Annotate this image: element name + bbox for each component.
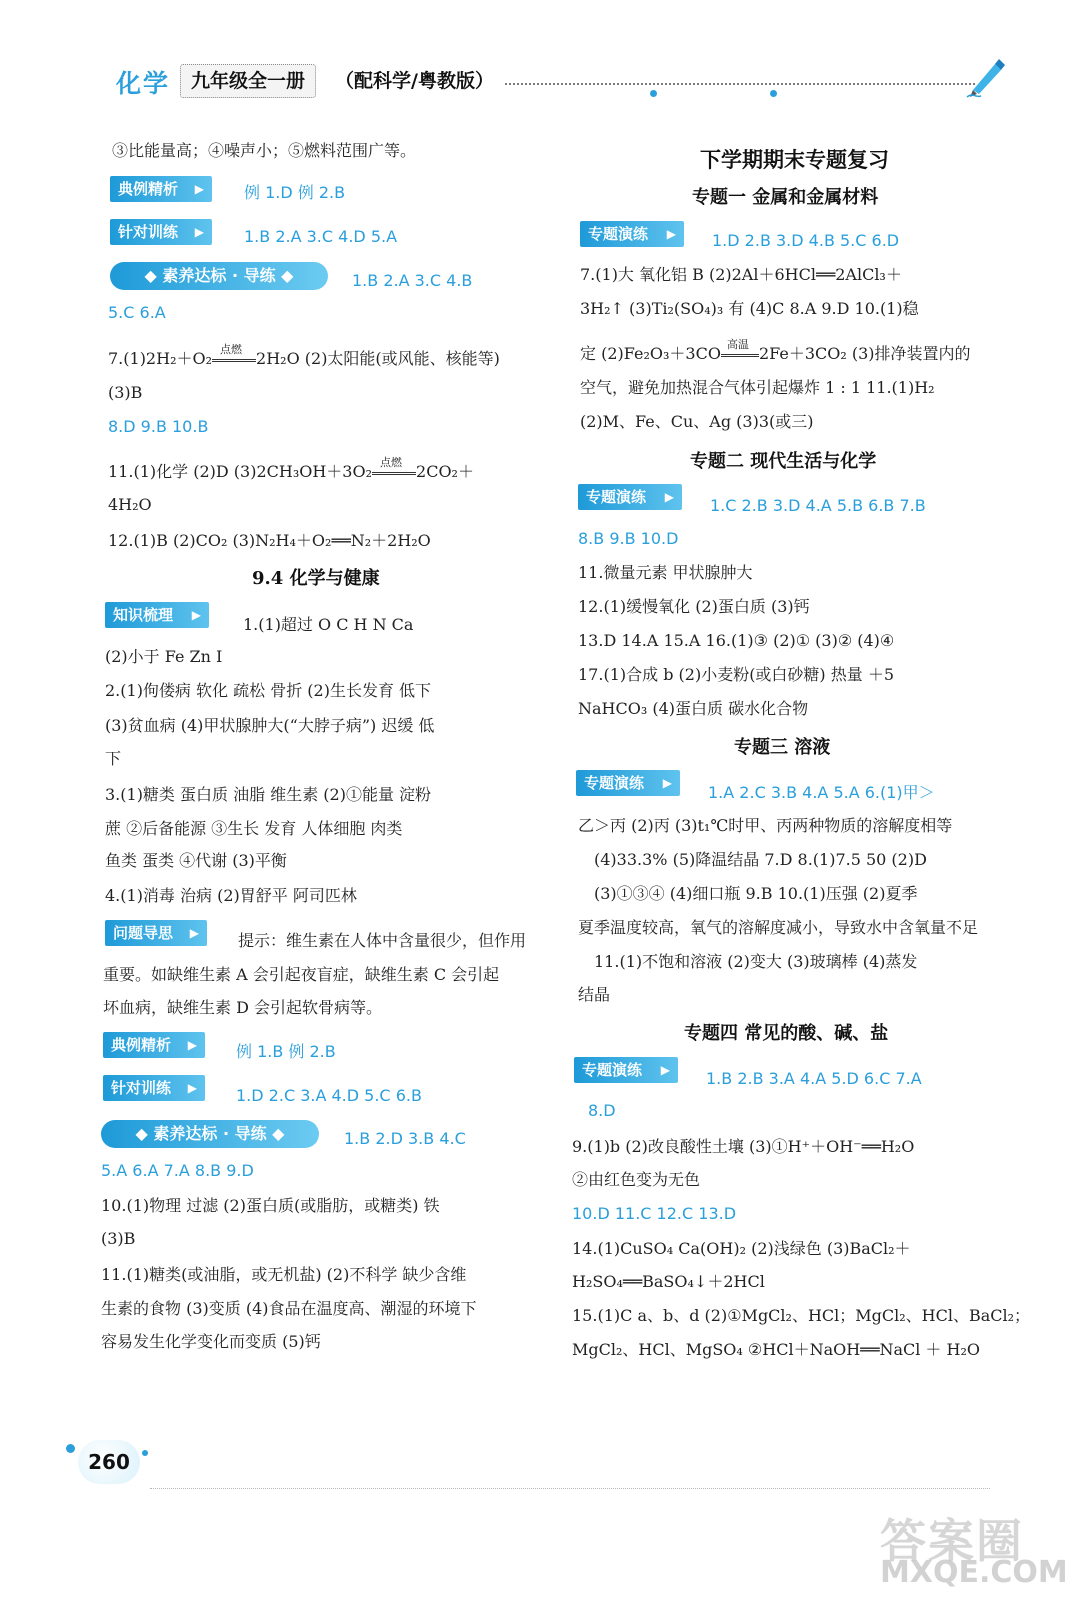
tag-label: 典例精析 xyxy=(111,1036,172,1054)
answer-line: ②由红色变为无色 xyxy=(572,1170,701,1189)
answer-line: 8.B 9.B 10.D xyxy=(578,529,679,548)
section-tag-topic-practice xyxy=(580,221,684,247)
tag-label: 专题演练 xyxy=(582,1061,643,1079)
answer-line: 生素的食物 (3)变质 (4)食品在温度高、潮湿的环境下 xyxy=(101,1299,477,1318)
section-tag-topic-practice xyxy=(578,484,682,510)
answer-line: 1.B 2.B 3.A 4.A 5.D 6.C 7.A xyxy=(706,1069,922,1088)
answer-line: 4.(1)消毒 治病 (2)胃舒平 阿司匹林 xyxy=(105,886,357,905)
equation-part: 2Fe＋3CO₂ (3)排净装置内的 xyxy=(758,344,971,363)
header-dotted-rule xyxy=(505,83,975,85)
answer-line: 2.(1)佝偻病 软化 疏松 骨折 (2)生长发育 低下 xyxy=(105,681,432,700)
section-tag-guided-thinking xyxy=(105,920,207,946)
answer-line: 1.(1)超过 O C H N Ca xyxy=(243,615,414,634)
topic-title-2: 专题二 现代生活与化学 xyxy=(690,451,877,472)
edition-label: （配科学/粤教版） xyxy=(335,70,494,92)
answer-line: 乙＞丙 (2)丙 (3)t₁℃时甲、丙两种物质的溶解度相等 xyxy=(578,816,953,835)
header-dot xyxy=(650,90,657,97)
answer-line: 1.D 2.B 3.D 4.B 5.C 6.D xyxy=(712,231,900,250)
answer-line: 11.(1)糖类(或油脂，或无机盐) (2)不科学 缺少含维 xyxy=(101,1265,467,1284)
answer-line: 3.(1)糖类 蛋白质 油脂 维生素 (2)①能量 淀粉 xyxy=(105,785,432,804)
answer-line: 10.(1)物理 过滤 (2)蛋白质(或脂肪，或糖类) 铁 xyxy=(101,1196,440,1215)
answer-line: 例 1.B 例 2.B xyxy=(236,1042,336,1061)
equation-part: 2H₂O (2)太阳能(或风能、核能等) xyxy=(256,349,500,368)
triangle-right-icon: ▶ xyxy=(187,1081,197,1095)
reaction-arrow xyxy=(212,343,256,362)
answer-line: 8.D xyxy=(588,1101,616,1120)
equation-part: 定 (2)Fe₂O₃＋3CO xyxy=(580,344,721,363)
answer-line: 容易发生化学变化而变质 (5)钙 xyxy=(101,1332,321,1351)
answer-line: 1.B 2.A 3.C 4.D 5.A xyxy=(244,227,398,246)
tag-label: 问题导思 xyxy=(113,924,174,942)
triangle-right-icon: ▶ xyxy=(662,776,672,790)
answer-line: 9.(1)b (2)改良酸性土壤 (3)①H⁺＋OH⁻══H₂O xyxy=(572,1137,915,1156)
section-tag-example-analysis xyxy=(110,176,212,202)
footer-dotted-rule xyxy=(150,1488,990,1489)
topic-title-3: 专题三 溶液 xyxy=(734,737,831,758)
answer-line: 重要。如缺维生素 A 会引起夜盲症，缺维生素 C 会引起 xyxy=(103,965,500,984)
section-tag-targeted-practice xyxy=(110,219,212,245)
answer-line: 11.微量元素 甲状腺肿大 xyxy=(578,563,753,582)
reaction-arrow xyxy=(372,456,416,475)
answer-line: 下 xyxy=(105,749,122,768)
answer-line: 10.D 11.C 12.C 13.D xyxy=(572,1204,737,1223)
answer-line: 例 1.D 例 2.B xyxy=(244,183,346,202)
triangle-right-icon: ▶ xyxy=(187,1038,197,1052)
answer-line: 5.C 6.A xyxy=(108,303,166,322)
answer-line: 11.(1)不饱和溶液 (2)变大 (3)玻璃棒 (4)蒸发 xyxy=(594,952,918,971)
section-tag-topic-practice xyxy=(574,1057,678,1083)
section-tag-topic-practice xyxy=(576,770,680,796)
answer-line: 8.D 9.B 10.B xyxy=(108,417,209,436)
tag-label: 专题演练 xyxy=(586,488,647,506)
answer-line: (2)M、Fe、Cu、Ag (3)3(或三) xyxy=(580,412,814,431)
topic-title-1: 专题一 金属和金属材料 xyxy=(692,187,879,208)
reaction-condition: 点燃 xyxy=(220,343,243,356)
section-title-9-4: 9.4 化学与健康 xyxy=(252,568,380,589)
reaction-condition: 点燃 xyxy=(380,456,403,469)
answer-line: (4)33.3% (5)降温结晶 7.D 8.(1)7.5 50 (2)D xyxy=(594,850,927,869)
equation-part: 7.(1)2H₂＋O₂ xyxy=(108,349,213,368)
answer-line: (3)B xyxy=(101,1229,136,1248)
answer-line: 17.(1)合成 b (2)小麦粉(或白砂糖) 热量 ＋5 xyxy=(578,665,895,684)
answer-line: 4H₂O xyxy=(108,495,152,514)
tag-label: 针对训练 xyxy=(111,1079,172,1097)
pen-icon xyxy=(965,54,1005,98)
triangle-right-icon: ▶ xyxy=(664,490,674,504)
equation-line xyxy=(108,343,500,372)
answer-line: 12.(1)缓慢氧化 (2)蛋白质 (3)钙 xyxy=(578,597,810,616)
equation-part: 11.(1)化学 (2)D (3)2CH₃OH＋3O₂ xyxy=(108,462,373,481)
section-tag-example-analysis xyxy=(103,1032,205,1058)
answer-line: (3)B xyxy=(108,383,143,402)
answer-line: (2)小于 Fe Zn I xyxy=(105,647,223,666)
answer-line: MgCl₂、HCl、MgSO₄ ②HCl＋NaOH══NaCl ＋ H₂O xyxy=(572,1340,981,1359)
equation-line xyxy=(580,338,971,367)
tag-label: 知识梳理 xyxy=(113,606,174,624)
watermark-url: MXQE.COM xyxy=(880,1555,1068,1590)
answer-line: 12.(1)B (2)CO₂ (3)N₂H₄＋O₂══N₂＋2H₂O xyxy=(108,531,431,550)
answer-line: 1.C 2.B 3.D 4.A 5.B 6.B 7.B xyxy=(710,496,926,515)
triangle-right-icon: ▶ xyxy=(191,608,201,622)
section-pill-literacy: ◆ 素养达标 · 导练 ◆ xyxy=(101,1120,319,1148)
tag-label: 典例精析 xyxy=(118,180,179,198)
tag-label: 专题演练 xyxy=(584,774,645,792)
triangle-right-icon: ▶ xyxy=(194,182,204,196)
watermark-logo: 答案圈 xyxy=(880,1514,1024,1568)
answer-line: 1.B 2.A 3.C 4.B xyxy=(352,271,473,290)
subject-label: 化学 xyxy=(116,69,171,98)
tag-label: 针对训练 xyxy=(118,223,179,241)
reaction-condition: 高温 xyxy=(726,338,749,351)
equation-part: 2CO₂＋ xyxy=(416,462,474,481)
topic-title-4: 专题四 常见的酸、碱、盐 xyxy=(684,1023,889,1044)
answer-line: 蔗 ②后备能源 ③生长 发育 人体细胞 肉类 xyxy=(105,819,403,838)
answer-line: 空气，避免加热混合气体引起爆炸 1 : 1 11.(1)H₂ xyxy=(580,378,935,397)
section-tag-targeted-practice xyxy=(103,1075,205,1101)
page-header xyxy=(0,0,1086,110)
answer-line: 3H₂↑ (3)Ti₂(SO₄)₃ 有 (4)C 8.A 9.D 10.(1)稳 xyxy=(580,299,919,318)
triangle-right-icon: ▶ xyxy=(660,1063,670,1077)
answer-line: ③比能量高；④噪声小；⑤燃料范围广等。 xyxy=(112,141,417,160)
answer-line: 夏季温度较高，氧气的溶解度减小，导致水中含氧量不足 xyxy=(578,918,979,937)
answer-line: 1.B 2.D 3.B 4.C xyxy=(344,1129,466,1148)
answer-line: 13.D 14.A 15.A 16.(1)③ (2)① (3)② (4)④ xyxy=(578,631,895,650)
answer-line: 7.(1)大 氧化铝 B (2)2Al＋6HCl══2AlCl₃＋ xyxy=(580,265,902,284)
answer-line: (3)贫血病 (4)甲状腺肿大(“大脖子病”) 迟缓 低 xyxy=(105,716,435,735)
triangle-right-icon: ▶ xyxy=(189,926,199,940)
answer-line: (3)①③④ (4)细口瓶 9.B 10.(1)压强 (2)夏季 xyxy=(594,884,918,903)
answer-line: 提示：维生素在人体中含量很少，但作用 xyxy=(238,931,527,950)
answer-line: 5.A 6.A 7.A 8.B 9.D xyxy=(101,1161,254,1180)
grade-label: 九年级全一册 xyxy=(180,64,316,98)
footer-dot xyxy=(142,1450,148,1456)
equation-line xyxy=(108,456,474,485)
answer-line: 14.(1)CuSO₄ Ca(OH)₂ (2)浅绿色 (3)BaCl₂＋ xyxy=(572,1239,911,1258)
answer-line: 1.A 2.C 3.B 4.A 5.A 6.(1)甲＞ xyxy=(708,783,935,802)
answer-line: NaHCO₃ (4)蛋白质 碳水化合物 xyxy=(578,699,809,718)
answer-line: 鱼类 蛋类 ④代谢 (3)平衡 xyxy=(105,851,287,870)
answer-line: 结晶 xyxy=(578,985,611,1004)
footer-dot xyxy=(66,1444,75,1453)
section-pill-literacy: ◆ 素养达标 · 导练 ◆ xyxy=(110,262,328,290)
answer-line: H₂SO₄══BaSO₄↓＋2HCl xyxy=(572,1272,765,1291)
triangle-right-icon: ▶ xyxy=(194,225,204,239)
header-dot xyxy=(770,90,777,97)
reaction-arrow xyxy=(721,338,759,357)
page-number: 260 xyxy=(78,1440,140,1484)
answer-line: 坏血病，缺维生素 D 会引起软骨病等。 xyxy=(103,998,383,1017)
answer-line: 1.D 2.C 3.A 4.D 5.C 6.B xyxy=(236,1086,422,1105)
answer-line: 15.(1)C a、b、d (2)①MgCl₂、HCl；MgCl₂、HCl、BaCl₂； xyxy=(572,1306,1031,1325)
page-title: 下学期期末专题复习 xyxy=(700,148,889,172)
triangle-right-icon: ▶ xyxy=(666,227,676,241)
tag-label: 专题演练 xyxy=(588,225,649,243)
section-tag-knowledge-review xyxy=(105,602,209,628)
